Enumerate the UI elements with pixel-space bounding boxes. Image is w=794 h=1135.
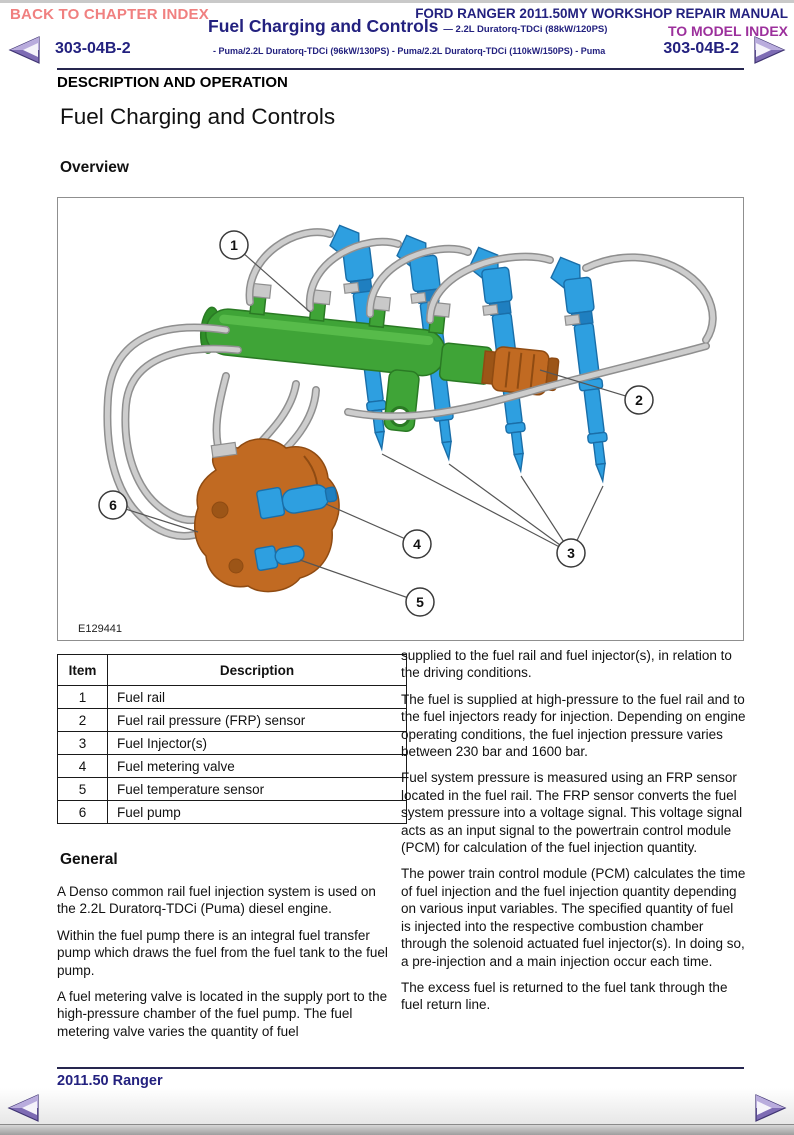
- footer-next-arrow-icon[interactable]: [754, 1094, 788, 1122]
- svg-text:1: 1: [230, 237, 238, 253]
- back-to-chapter-index-link[interactable]: BACK TO CHAPTER INDEX: [10, 6, 209, 23]
- body-paragraph: Within the fuel pump there is an integral fuel transfer pump which draws the fuel from the fuel tank to the fuel pump.: [57, 927, 388, 978]
- figure-id-label: E129441: [78, 623, 123, 635]
- to-model-index-link[interactable]: TO MODEL INDEX: [667, 23, 788, 39]
- viewer-footer-zone: [0, 1088, 794, 1124]
- table-cell-description: Fuel Injector(s): [108, 732, 407, 755]
- manual-title: FORD RANGER 2011.50MY WORKSHOP REPAIR MANUAL: [415, 6, 788, 21]
- table-cell-item: 2: [58, 709, 108, 732]
- left-text-column: [57, 851, 393, 1049]
- page-code-left: 303-04B-2: [55, 40, 131, 57]
- engine-variant-line: - Puma/2.2L Duratorq-TDCi (96kW/130PS) - Puma/2.2L Duratorq-TDCi (110kW/150PS) - Puma: [213, 46, 606, 56]
- table-header-description: Description: [108, 655, 407, 686]
- fuel-pump: [195, 439, 339, 592]
- body-paragraph: Fuel system pressure is measured using an FRP sensor located in the fuel rail. The FRP sensor converts the fuel system pressure into a voltage signal. This voltage signal acts as an input signal to the powertrain control module (PCM) for calculation of the fuel injection quantity.: [401, 770, 743, 856]
- table-header-row: [58, 655, 407, 686]
- callout-4: [403, 530, 431, 558]
- parts-table: [57, 654, 407, 824]
- overview-heading: Overview: [60, 159, 129, 176]
- callout-1: [220, 231, 248, 259]
- body-paragraph: A fuel metering valve is located in the supply port to the high-pressure chamber of the fuel pump. The fuel metering valve varies the quantity of fuel: [57, 989, 388, 1039]
- table-cell-item: 5: [58, 778, 108, 801]
- section-title-row: [208, 16, 607, 37]
- svg-text:4: 4: [413, 536, 421, 552]
- table-cell-description: Fuel metering valve: [108, 755, 407, 778]
- table-cell-description: Fuel temperature sensor: [108, 778, 407, 801]
- footer-model-label: 2011.50 Ranger: [57, 1073, 163, 1089]
- header-divider: [57, 68, 744, 70]
- right-text-column: [401, 647, 746, 1023]
- body-paragraph: supplied to the fuel rail and fuel injector(s), in relation to the driving conditions.: [401, 648, 732, 681]
- window-top-edge: [0, 0, 794, 3]
- table-cell-description: Fuel rail pressure (FRP) sensor: [108, 709, 407, 732]
- page-title: Fuel Charging and Controls: [60, 104, 336, 129]
- svg-text:3: 3: [567, 545, 575, 561]
- prev-page-arrow-icon[interactable]: [7, 36, 41, 64]
- description-and-operation-heading: DESCRIPTION AND OPERATION: [57, 74, 288, 91]
- body-paragraph: The excess fuel is returned to the fuel tank through the fuel return line.: [401, 979, 728, 1013]
- callout-2: [625, 386, 653, 414]
- footer-prev-arrow-icon[interactable]: [6, 1094, 40, 1122]
- callout-3: [557, 539, 585, 567]
- page-code-right: 303-04B-2: [663, 40, 739, 57]
- table-cell-description: Fuel rail: [108, 686, 407, 709]
- svg-text:2: 2: [635, 392, 643, 408]
- fuel-system-diagram: [58, 198, 743, 640]
- table-row: [58, 686, 407, 709]
- section-title: Fuel Charging and Controls: [208, 16, 439, 36]
- table-cell-item: 6: [58, 801, 108, 824]
- svg-text:5: 5: [416, 594, 424, 610]
- table-cell-item: 3: [58, 732, 108, 755]
- table-row: [58, 801, 407, 824]
- window-bottom-edge: [0, 1124, 794, 1135]
- section-subtitle: — 2.2L Duratorq-TDCi (88kW/120PS): [443, 24, 608, 35]
- next-page-arrow-icon[interactable]: [753, 36, 787, 64]
- body-paragraph: The fuel is supplied at high-pressure to the fuel rail and to the fuel injectors ready for injection. Depending on engine operating conditions, the fuel injection pressure varies between 230 bar and 1600 bar.: [401, 691, 746, 760]
- table-row: [58, 732, 407, 755]
- table-cell-item: 4: [58, 755, 108, 778]
- table-header-item: Item: [58, 655, 108, 686]
- table-row: [58, 709, 407, 732]
- callout-6: [99, 491, 127, 519]
- callout-5: [406, 588, 434, 616]
- table-cell-item: 1: [58, 686, 108, 709]
- table-row: [58, 778, 407, 801]
- table-row: [58, 755, 407, 778]
- general-heading: General: [60, 851, 118, 868]
- body-paragraph: A Denso common rail fuel injection system is used on the 2.2L Duratorq-TDCi (Puma) diesel engine.: [57, 884, 376, 917]
- footer-divider: [57, 1067, 744, 1069]
- fuel-system-figure: [57, 197, 744, 641]
- table-cell-description: Fuel pump: [108, 801, 407, 824]
- body-paragraph: The power train control module (PCM) calculates the time of fuel injection and the fuel injection quantity depending on various input variables. The specified quantity of fuel is injected into the respective combustion chamber through the solenoid actuated fuel injector(s). In doing so, a pre-injection and a main injection occur each time.: [401, 866, 746, 969]
- svg-text:6: 6: [109, 497, 117, 513]
